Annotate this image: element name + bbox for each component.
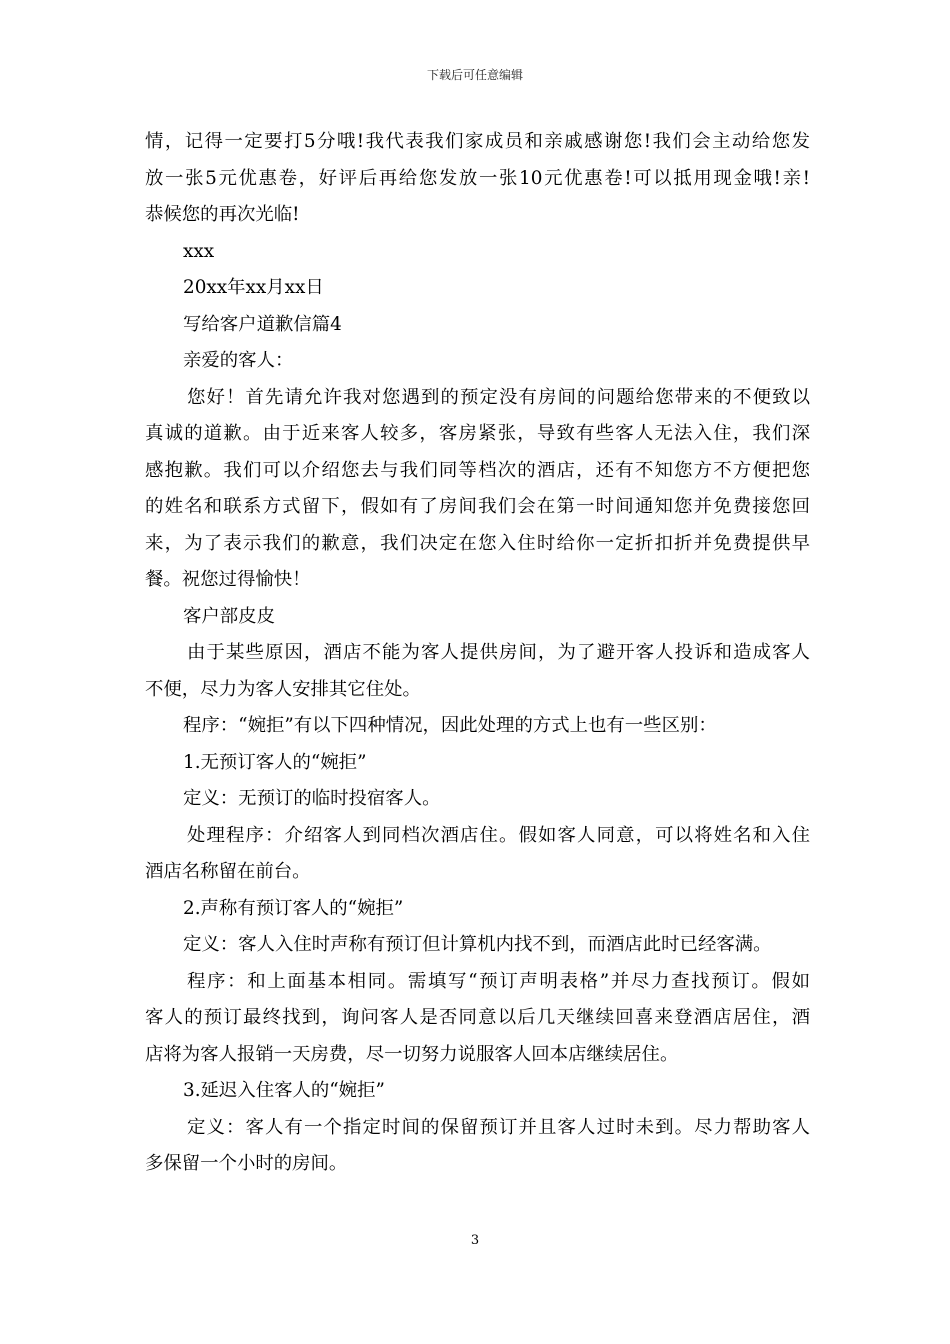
page-header: 下载后可任意编辑 — [426, 68, 523, 82]
page-number: 3 — [470, 1233, 480, 1248]
text-line: 定义：客人入住时声称有预订但计算机内找不到，而酒店此时已经客满。 — [183, 934, 772, 955]
text-line: 亲爱的客人： — [183, 350, 294, 371]
text-line: 的姓名和联系方式留下，假如有了房间我们会在第一时间通知您并免费接您回 — [145, 496, 810, 517]
text-line: 客户部皮皮 — [183, 605, 275, 627]
text-line: 3.延迟入住客人的“婉拒” — [183, 1080, 385, 1101]
text-line: 定义：客人有一个指定时间的保留预订并且客人过时未到。尽力帮助客人 — [187, 1116, 810, 1138]
text-line: 情，记得一定要打5分哦!我代表我们家成员和亲戚感谢您!我们会主动给您发 — [145, 131, 810, 152]
text-line: 放一张5元优惠卷，好评后再给您发放一张10元优惠卷!可以抵用现金哦!亲! — [145, 167, 810, 189]
text-line: 处理程序：介绍客人到同档次酒店住。假如客人同意，可以将姓名和入住 — [187, 824, 810, 846]
text-line: 恭候您的再次光临! — [145, 204, 300, 225]
text-line: 写给客户道歉信篇4 — [183, 313, 342, 335]
text-line: 餐。祝您过得愉快！ — [145, 569, 311, 590]
text-line: 20xx年xx月xx日 — [183, 277, 324, 298]
text-line: 您好！首先请允许我对您遇到的预定没有房间的问题给您带来的不便致以 — [187, 386, 810, 408]
text-line: 2.声称有预订客人的“婉拒” — [183, 897, 404, 919]
text-line: xxx — [183, 240, 215, 262]
text-line: 不便，尽力为客人安排其它住处。 — [145, 678, 421, 700]
text-line: 店将为客人报销一天房费，尽一切努力说服客人回本店继续居住。 — [145, 1043, 679, 1065]
document-body — [145, 124, 810, 1183]
text-line: 定义：无预订的临时投宿客人。 — [183, 788, 441, 809]
text-line: 来，为了表示我们的歉意，我们决定在您入住时给你一定折扣折并免费提供早 — [145, 532, 810, 554]
text-line: 1.无预订客人的“婉拒” — [183, 751, 367, 773]
text-line: 真诚的道歉。由于近来客人较多，客房紧张，导致有些客人无法入住，我们深 — [145, 423, 810, 444]
text-line: 程序：和上面基本相同。需填写“预订声明表格”并尽力查找预订。假如 — [187, 970, 810, 992]
text-line: 多保留一个小时的房间。 — [145, 1153, 348, 1174]
text-line: 由于某些原因，酒店不能为客人提供房间，为了避开客人投诉和造成客人 — [187, 642, 810, 663]
text-line: 客人的预订最终找到，询问客人是否同意以后几天继续回喜来登酒店居住，酒 — [145, 1007, 810, 1028]
text-line: 酒店名称留在前台。 — [145, 861, 311, 882]
text-line: 程序：“婉拒”有以下四种情况，因此处理的方式上也有一些区别： — [183, 715, 717, 736]
text-line: 感抱歉。我们可以介绍您去与我们同等档次的酒店，还有不知您方不方便把您 — [145, 459, 810, 481]
